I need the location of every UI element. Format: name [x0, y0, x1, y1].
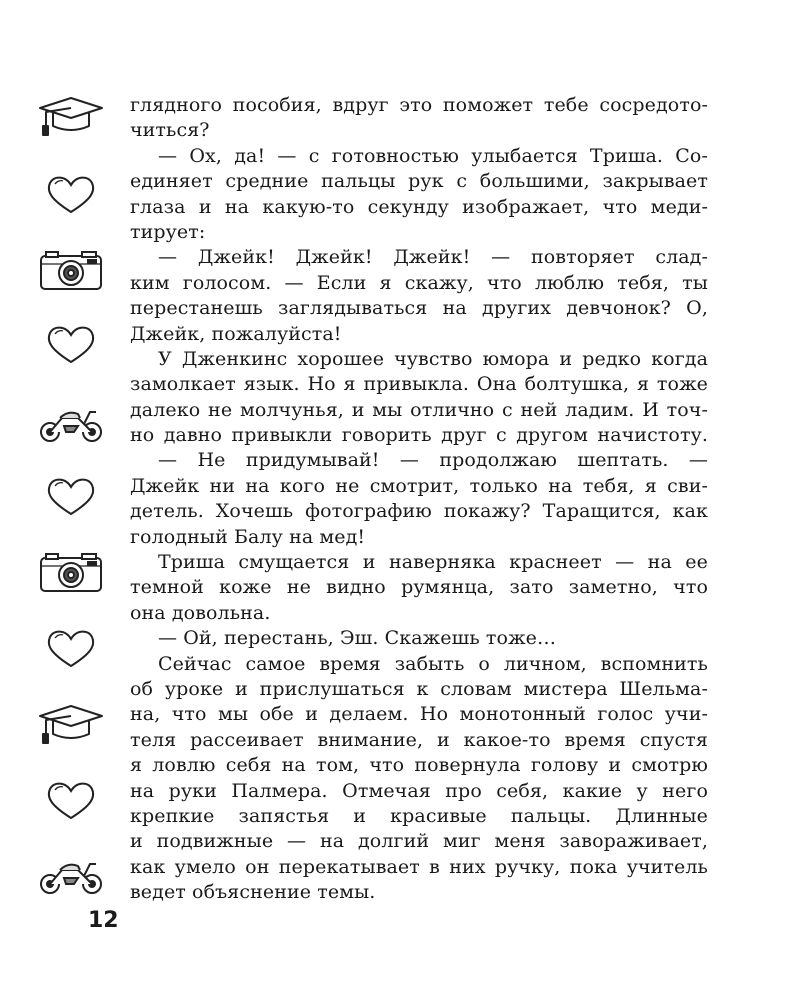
text-line: У Дженкинс хорошее чувство юмора и редко когда — [158, 347, 708, 370]
text-line: как умело он перекатывает в них ручку, пока учитель — [130, 855, 708, 878]
text-line: детель. Хочешь фотографию покажу? Таращится, как — [130, 500, 708, 523]
heart-icon — [38, 778, 104, 822]
text-line: Триша смущается и наверняка краснеет — на ее — [158, 551, 708, 574]
text-line: — Ох, да! — с готовностью улыбается Триша. Со- — [158, 144, 708, 167]
text-line: я ловлю себя на том, что повернула голову и смотрю — [130, 754, 708, 777]
page-body-text — [130, 93, 708, 906]
text-line: об уроке и прислушаться к словам мистера Шельма- — [130, 677, 708, 700]
text-line: глядного пособия, вдруг это поможет тебе сосредото- — [130, 94, 708, 116]
graduation-cap-icon — [38, 702, 104, 746]
graduation-cap-icon — [38, 94, 104, 138]
text-line: на руки Палмера. Отмечая про себя, какие у него — [130, 779, 708, 802]
camera-icon — [38, 550, 104, 594]
text-line: ким голосом. — Если я скажу, что люблю тебя, ты — [130, 271, 708, 294]
text-line: тирует: — [130, 220, 206, 243]
heart-icon — [38, 322, 104, 366]
text-line: далеко не молчунья, и мы отлично с ней ладим. И точ- — [130, 398, 708, 421]
text-line: и подвижные — на долгий миг меня завораживает, — [130, 830, 708, 853]
text-line: перестанешь заглядываться на других девчонок? О, — [130, 297, 708, 320]
motorcycle-icon — [38, 400, 104, 444]
heart-icon — [38, 172, 104, 216]
text-line: читься? — [130, 119, 210, 142]
page-number: 12 — [88, 908, 119, 933]
text-line: — Не придумывай! — продолжаю шептать. — — [158, 449, 708, 472]
text-line: она довольна. — [130, 601, 271, 624]
text-line: темной коже не видно румянца, зато заметно, что — [130, 576, 708, 599]
text-line: но давно привыкли говорить друг с другом начистоту. — [130, 424, 708, 447]
text-line: Джейк ни на кого не смотрит, только на тебя, я сви- — [130, 474, 708, 497]
text-line: — Ой, перестань, Эш. Скажешь тоже… — [158, 627, 557, 650]
text-line: замолкает язык. Но я привыкла. Она болтушка, я тоже — [130, 373, 708, 396]
text-line: Джейк, пожалуйста! — [130, 322, 342, 345]
text-line: ведет объяснение темы. — [130, 881, 376, 904]
heart-icon — [38, 626, 104, 670]
camera-icon — [38, 248, 104, 292]
text-line: на, что мы обе и делаем. Но монотонный голос учи- — [130, 703, 708, 726]
text-line: голодный Балу на мед! — [130, 525, 366, 548]
text-line: глаза и на какую-то секунду изображает, что меди- — [130, 195, 708, 218]
motorcycle-icon — [38, 852, 104, 896]
text-line: крепкие запястья и красивые пальцы. Длинные — [130, 804, 708, 827]
text-line: — Джейк! Джейк! Джейк! — повторяет слад- — [158, 246, 708, 269]
text-line: единяет средние пальцы рук с большими, закрывает — [130, 170, 708, 193]
text-line: Сейчас самое время забыть о личном, вспомнить — [158, 652, 708, 675]
text-line: теля рассеивает внимание, и какое-то время спустя — [130, 728, 708, 751]
heart-icon — [38, 474, 104, 518]
